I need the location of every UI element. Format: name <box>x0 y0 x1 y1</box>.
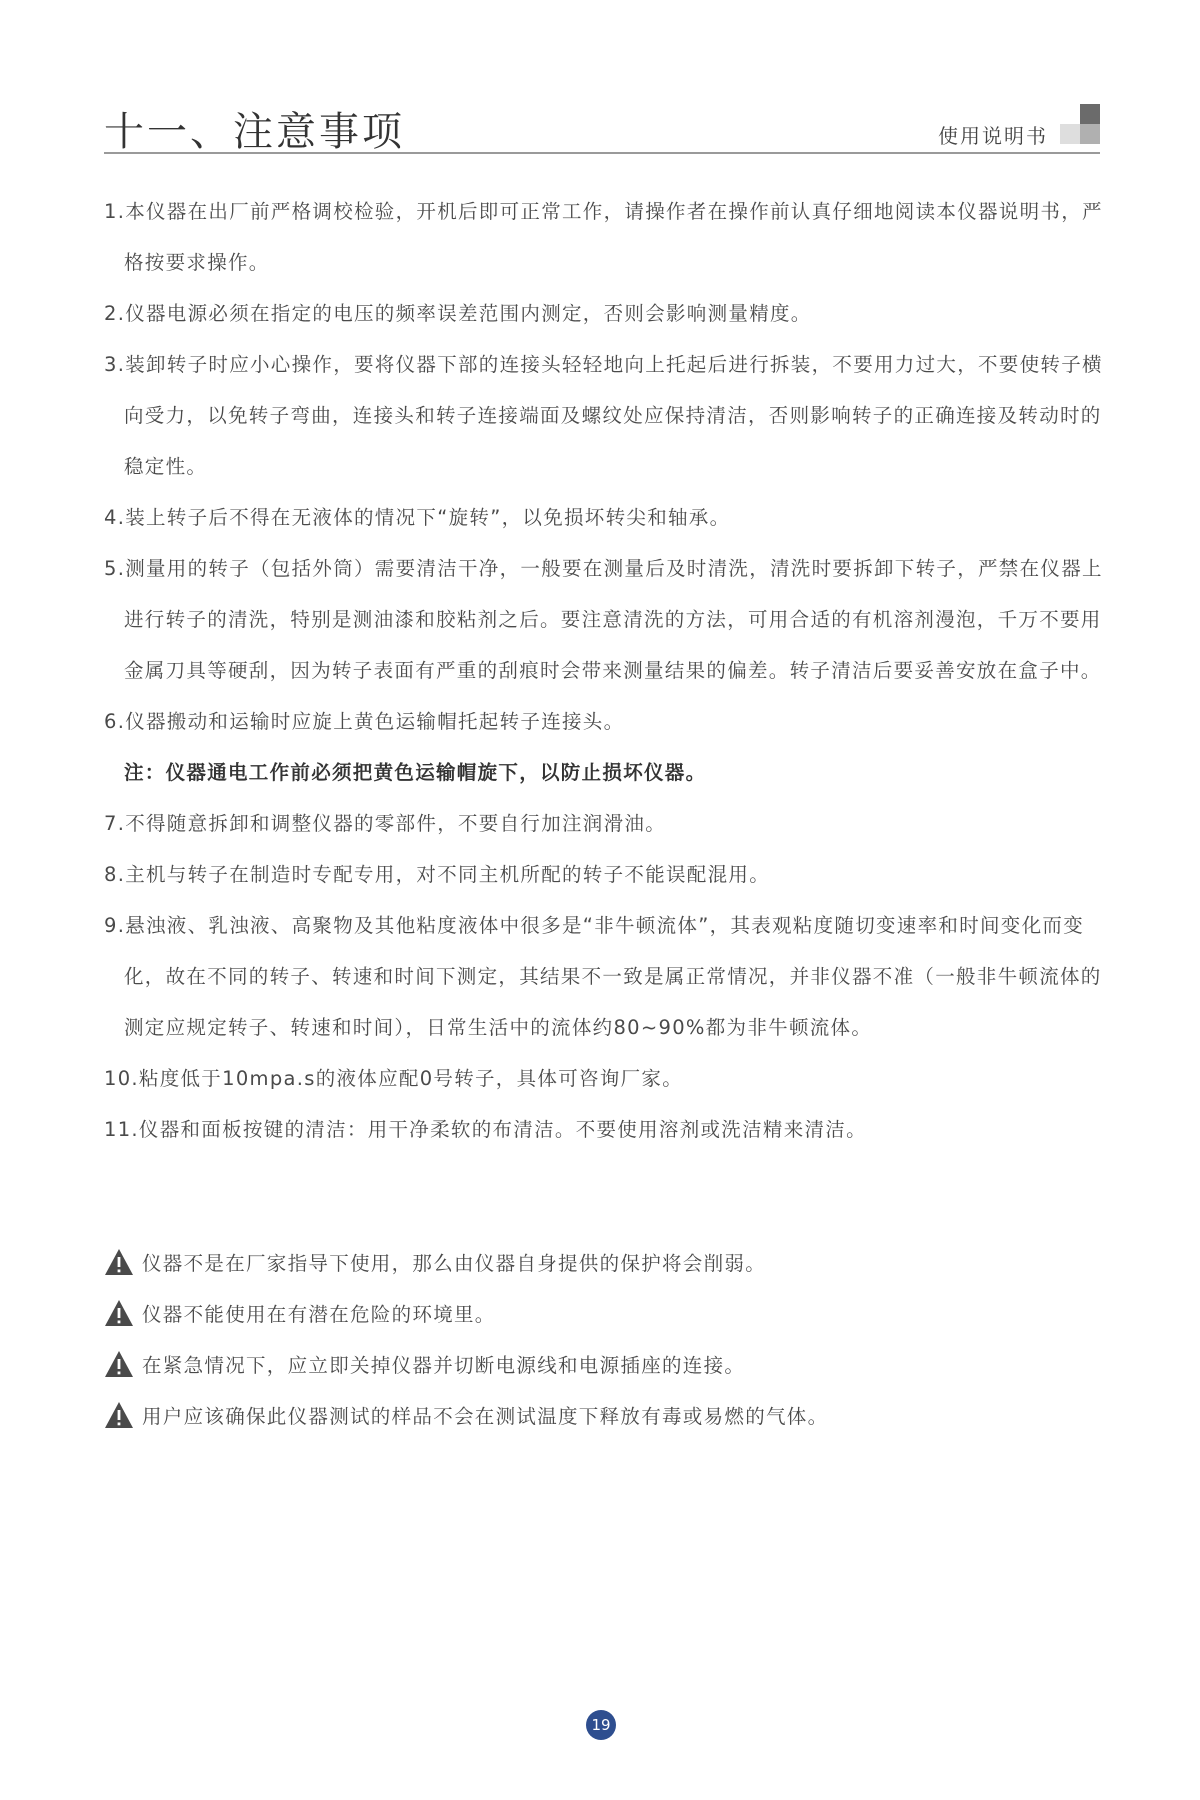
page-header <box>104 96 1100 154</box>
precaution-item-2: 2.仪器电源必须在指定的电压的频率误差范围内测定，否则会影响测量精度。 <box>104 302 812 325</box>
safety-warnings <box>104 1236 1104 1440</box>
manual-label: 使用说明书 <box>938 124 1048 148</box>
warning-row <box>104 1389 1104 1440</box>
precaution-item-3: 3.装卸转子时应小心操作，要将仪器下部的连接头轻轻地向上托起后进行拆装，不要用力过大，不要使转子横向受力，以免转子弯曲，连接头和转子连接端面及螺纹处应保持清洁，否则影响转子的正确连接及转动时的稳定性。 <box>104 353 1103 478</box>
precaution-item-7: 7.不得随意拆卸和调整仪器的零部件，不要自行加注润滑油。 <box>104 812 667 835</box>
transport-cap-note: 注：仪器通电工作前必须把黄色运输帽旋下，以防止损坏仪器。 <box>124 761 707 784</box>
warning-row <box>104 1287 1104 1338</box>
warning-triangle-icon <box>104 1401 134 1429</box>
corner-decoration <box>1060 104 1100 144</box>
precaution-item-6: 6.仪器搬动和运输时应旋上黄色运输帽托起转子连接头。 <box>104 710 625 733</box>
page-title: 十一、注意事项 <box>104 109 405 155</box>
warning-text: 在紧急情况下，应立即关掉仪器并切断电源线和电源插座的连接。 <box>142 1353 746 1377</box>
precaution-item-9: 9.悬浊液、乳浊液、高聚物及其他粘度液体中很多是“非牛顿流体”，其表观粘度随切变速率和时间变化而变化，故在不同的转子、转速和时间下测定，其结果不一致是属正常情况，并非仪器不准（一般非牛顿流体的测定应规定转子、转速和时间），日常生活中的流体约80~90%都为非牛顿流体。 <box>104 914 1102 1039</box>
precaution-item-5: 5.测量用的转子（包括外筒）需要清洁干净，一般要在测量后及时清洗，清洗时要拆卸下转子，严禁在仪器上进行转子的清洗，特别是测油漆和胶粘剂之后。要注意清洗的方法，可用合适的有机溶剂漫泡，千万不要用金属刀具等硬刮，因为转子表面有严重的刮痕时会带来测量结果的偏差。转子清洁后要妥善安放在盒子中。 <box>104 557 1103 682</box>
warning-triangle-icon <box>104 1299 134 1327</box>
precaution-item-8: 8.主机与转子在制造时专配专用，对不同主机所配的转子不能误配混用。 <box>104 863 771 886</box>
warning-row <box>104 1338 1104 1389</box>
precaution-item-11: 11.仪器和面板按键的清洁：用干净柔软的布清洁。不要使用溶剂或洗洁精来清洁。 <box>104 1118 867 1141</box>
warning-text: 仪器不能使用在有潜在危险的环境里。 <box>142 1302 496 1326</box>
warning-triangle-icon <box>104 1248 134 1276</box>
precautions-list <box>104 186 1104 1155</box>
precaution-item-1: 1.本仪器在出厂前严格调校检验，开机后即可正常工作，请操作者在操作前认真仔细地阅读本仪器说明书，严格按要求操作。 <box>104 200 1103 274</box>
warning-text: 仪器不是在厂家指导下使用，那么由仪器自身提供的保护将会削弱。 <box>142 1251 767 1275</box>
warning-triangle-icon <box>104 1350 134 1378</box>
precaution-item-4: 4.装上转子后不得在无液体的情况下“旋转”，以免损坏转尖和轴承。 <box>104 506 731 529</box>
page-number-badge: 19 <box>586 1710 616 1740</box>
warning-row <box>104 1236 1104 1287</box>
warning-text: 用户应该确保此仪器测试的样品不会在测试温度下释放有毒或易燃的气体。 <box>142 1404 829 1428</box>
precaution-item-10: 10.粘度低于10mpa.s的液体应配0号转子，具体可咨询厂家。 <box>104 1067 684 1090</box>
